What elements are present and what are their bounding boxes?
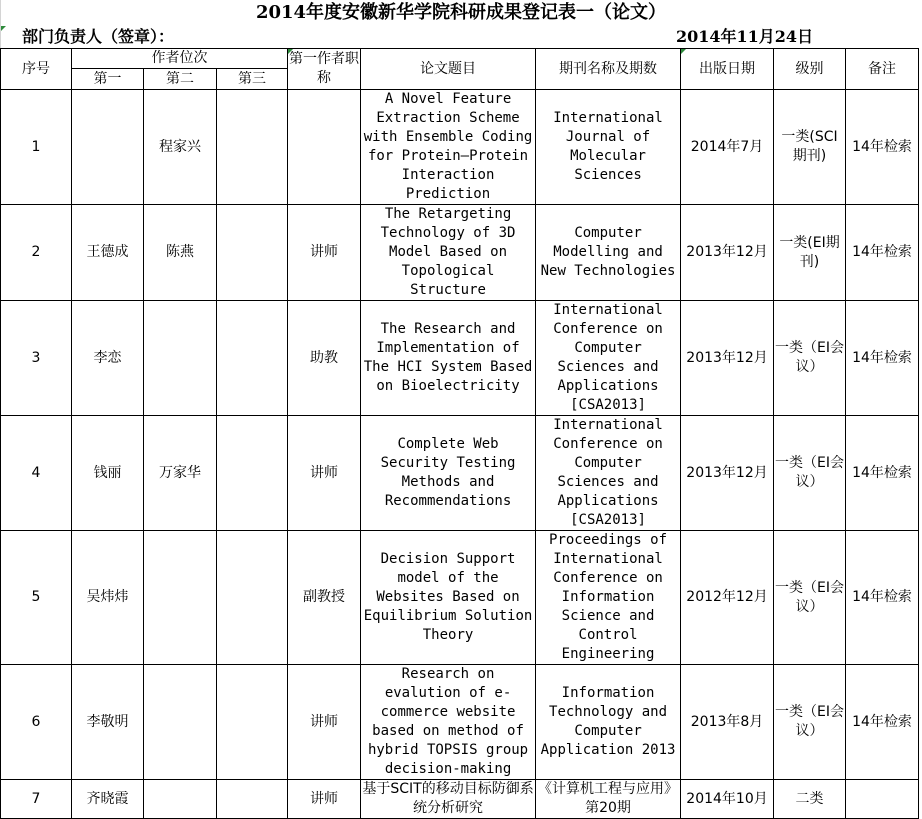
cell-level[interactable]: 一类（EI会议） (774, 665, 846, 780)
cell-pub-date[interactable]: 2013年12月 (681, 205, 774, 301)
cell-second-author[interactable] (144, 301, 217, 416)
cell-journal[interactable]: International Conference on Computer Sciences and Applications [CSA2013] (536, 416, 681, 531)
cell-paper-title[interactable]: A Novel Feature Extraction Scheme with Ensemble Coding for Protein–Protein Interaction Prediction (361, 90, 536, 205)
cell-paper-title[interactable]: Complete Web Security Testing Methods and Recommendations (361, 416, 536, 531)
cell-level[interactable]: 一类(SCI期刊) (774, 90, 846, 205)
cell-pub-date[interactable]: 2013年12月 (681, 301, 774, 416)
header-second[interactable]: 第二 (144, 69, 217, 90)
cell-first-author[interactable]: 王德成 (72, 205, 144, 301)
cell-third-author[interactable] (217, 205, 288, 301)
cell-third-author[interactable] (217, 665, 288, 780)
cell-paper-title[interactable]: Research on evalution of e-commerce website based on method of hybrid TOPSIS group decision-making (361, 665, 536, 780)
cell-remark[interactable]: 14年检索 (846, 665, 919, 780)
cell-journal[interactable]: Information Technology and Computer Application 2013 (536, 665, 681, 780)
comment-marker-icon (288, 49, 293, 54)
cell-level[interactable]: 一类（EI会议） (774, 531, 846, 665)
page-title: 2014年度安徽新华学院科研成果登记表一（论文） (255, 2, 667, 23)
cell-title-rank[interactable]: 讲师 (288, 205, 361, 301)
cell-second-author[interactable] (144, 780, 217, 819)
cell-journal[interactable]: Computer Modelling and New Technologies (536, 205, 681, 301)
cell-seq[interactable]: 2 (1, 205, 72, 301)
table-row (1, 205, 919, 301)
table-row (1, 416, 919, 531)
cell-level[interactable]: 一类（EI会议） (774, 301, 846, 416)
comment-marker-icon (681, 49, 686, 54)
cell-paper-title[interactable]: 基于SCIT的移动目标防御系统分析研究 (361, 780, 536, 819)
cell-level[interactable]: 一类（EI会议） (774, 416, 846, 531)
cell-first-author[interactable]: 李敬明 (72, 665, 144, 780)
cell-third-author[interactable] (217, 301, 288, 416)
cell-paper-title[interactable]: Decision Support model of the Websites Based on Equilibrium Solution Theory (361, 531, 536, 665)
table-row (1, 90, 919, 205)
header-third[interactable]: 第三 (217, 69, 288, 90)
cell-third-author[interactable] (217, 531, 288, 665)
cell-seq[interactable]: 5 (1, 531, 72, 665)
header-author-order[interactable]: 作者位次 (72, 49, 288, 69)
cell-pub-date[interactable]: 2014年7月 (681, 90, 774, 205)
cell-second-author[interactable]: 陈燕 (144, 205, 217, 301)
header-first-author-title[interactable]: 第一作者职称 (288, 49, 361, 90)
cell-third-author[interactable] (217, 780, 288, 819)
cell-second-author[interactable] (144, 665, 217, 780)
header-seq[interactable]: 序号 (1, 49, 72, 90)
table-row (1, 780, 919, 819)
form-date: 2014年11月24日 (676, 27, 814, 46)
cell-seq[interactable]: 4 (1, 416, 72, 531)
cell-pub-date[interactable]: 2013年8月 (681, 665, 774, 780)
cell-paper-title[interactable]: The Research and Implementation of The HCI System Based on Bioelectricity (361, 301, 536, 416)
header-level[interactable]: 级别 (774, 49, 846, 90)
header-first[interactable]: 第一 (72, 69, 144, 90)
table-row (1, 531, 919, 665)
cell-pub-date[interactable]: 2013年12月 (681, 416, 774, 531)
cell-journal[interactable]: Proceedings of International Conference on Information Science and Control Engineering (536, 531, 681, 665)
cell-seq[interactable]: 7 (1, 780, 72, 819)
cell-journal[interactable]: International Conference on Computer Sciences and Applications [CSA2013] (536, 301, 681, 416)
cell-remark[interactable]: 14年检索 (846, 301, 919, 416)
registration-table (0, 48, 919, 819)
header-paper-title[interactable]: 论文题目 (361, 49, 536, 90)
cell-remark[interactable]: 14年检索 (846, 416, 919, 531)
header-pub-date[interactable]: 出版日期 (681, 49, 774, 90)
cell-title-rank[interactable] (288, 90, 361, 205)
cell-first-author[interactable]: 钱丽 (72, 416, 144, 531)
dept-head-label: 部门负责人（签章）： (22, 27, 175, 46)
cell-title-rank[interactable]: 讲师 (288, 416, 361, 531)
cell-title-rank[interactable]: 副教授 (288, 531, 361, 665)
cell-second-author[interactable]: 程家兴 (144, 90, 217, 205)
header-remark[interactable]: 备注 (846, 49, 919, 90)
cell-remark[interactable]: 14年检索 (846, 205, 919, 301)
cell-paper-title[interactable]: The Retargeting Technology of 3D Model Based on Topological Structure (361, 205, 536, 301)
cell-seq[interactable]: 6 (1, 665, 72, 780)
comment-marker-icon (1, 26, 6, 31)
cell-remark[interactable]: 14年检索 (846, 90, 919, 205)
cell-seq[interactable]: 3 (1, 301, 72, 416)
cell-first-author[interactable]: 李恋 (72, 301, 144, 416)
cell-third-author[interactable] (217, 90, 288, 205)
header-journal[interactable]: 期刊名称及期数 (536, 49, 681, 90)
cell-journal[interactable]: International Journal of Molecular Sciences (536, 90, 681, 205)
table-row (1, 665, 919, 780)
cell-second-author[interactable]: 万家华 (144, 416, 217, 531)
cell-pub-date[interactable]: 2014年10月 (681, 780, 774, 819)
cell-title-rank[interactable]: 讲师 (288, 780, 361, 819)
cell-journal[interactable]: 《计算机工程与应用》第20期 (536, 780, 681, 819)
cell-level[interactable]: 一类(EI期刊) (774, 205, 846, 301)
cell-first-author[interactable]: 齐晓霞 (72, 780, 144, 819)
cell-third-author[interactable] (217, 416, 288, 531)
cell-first-author[interactable]: 吴炜炜 (72, 531, 144, 665)
cell-pub-date[interactable]: 2012年12月 (681, 531, 774, 665)
cell-title-rank[interactable]: 讲师 (288, 665, 361, 780)
cell-seq[interactable]: 1 (1, 90, 72, 205)
table-row (1, 301, 919, 416)
cell-remark[interactable] (846, 780, 919, 819)
cell-second-author[interactable] (144, 531, 217, 665)
cell-level[interactable]: 二类 (774, 780, 846, 819)
cell-remark[interactable]: 14年检索 (846, 531, 919, 665)
cell-first-author[interactable] (72, 90, 144, 205)
cell-title-rank[interactable]: 助教 (288, 301, 361, 416)
